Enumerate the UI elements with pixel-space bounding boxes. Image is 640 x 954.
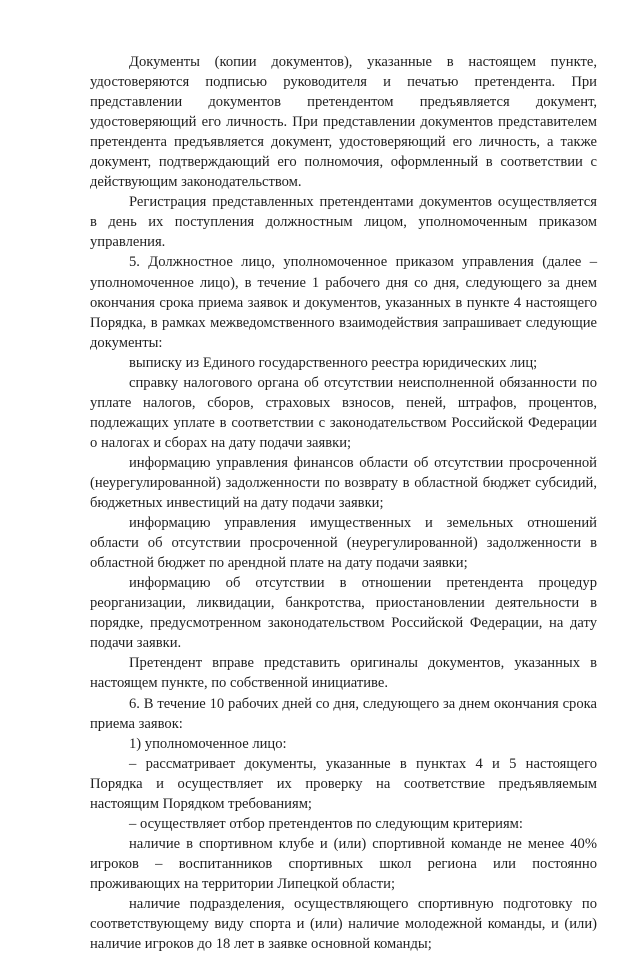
paragraph-selection-criteria: – осуществляет отбор претендентов по следующим критериям: bbox=[129, 815, 523, 832]
paragraph-egrul-extract: выписку из Единого государственного реестра юридических лиц; bbox=[129, 354, 538, 371]
paragraph-authorized-person: 1) уполномоченное лицо: bbox=[129, 735, 287, 752]
paragraph-registration: Регистрация представленных претендентами документов осуществляется в день их поступления должностным лицом, уполномоченным приказом управления. bbox=[90, 194, 597, 251]
paragraph-property-info: информацию управления имущественных и земельных отношений области об отсутствии просроченной (неурегулированной) задолженности в областной бюджет по арендной плате на дату подачи заявки; bbox=[90, 515, 597, 572]
paragraph-clause-5: 5. Должностное лицо, уполномоченное приказом управления (далее – уполномоченное лицо), в течение 1 рабочего дня со дня, следующего за днем окончания срока приема заявок и документов, указанных в пункте 4 настоящего Порядка, в рамках межведомственного взаимодействия запрашивает следующие документы: bbox=[90, 254, 597, 351]
paragraph-criterion-players: наличие в спортивном клубе и (или) спортивной команде не менее 40% игроков – воспитанников спортивных школ региона или постоянно проживающих на территории Липецкой области; bbox=[90, 835, 597, 892]
document-body bbox=[90, 52, 597, 954]
paragraph-criterion-division: наличие подразделения, осуществляющего спортивную подготовку по соответствующему виду спорта и (или) наличие молодежной команды, и (или) наличие игроков до 18 лет в заявке основной команды; bbox=[90, 895, 597, 953]
paragraph-tax-certificate: справку налогового органа об отсутствии неисполненной обязанности по уплате налогов, сборов, страховых взносов, пеней, штрафов, процентов, подлежащих уплате в соответствии с законодательством Российской Федерации о налогах и сборах на дату подачи заявки; bbox=[90, 374, 597, 451]
paragraph-finance-info: информацию управления финансов области об отсутствии просроченной (неурегулированной) задолженности по возврату в областной бюджет субсидий, бюджетных инвестиций на дату подачи заявки; bbox=[90, 454, 597, 512]
paragraph-documents-certification: Документы (копии документов), указанные в настоящем пункте, удостоверяются подписью руководителя и печатью претендента. При представлении документов претендентом предъявляется документ, удостоверяющий его личность. При представлении документов представителем претендента предъявляется документ, удостоверяющий его личность, а также документ, подтверждающий его полномочия, оформленный в соответствии с действующим законодательством. bbox=[90, 54, 597, 191]
paragraph-clause-6: 6. В течение 10 рабочих дней со дня, следующего за днем окончания срока приема заявок: bbox=[90, 695, 597, 732]
paragraph-originals-right: Претендент вправе представить оригиналы документов, указанных в настоящем пункте, по собственной инициативе. bbox=[90, 655, 597, 692]
paragraph-reviews-documents: – рассматривает документы, указанные в пунктах 4 и 5 настоящего Порядка и осуществляет их проверку на соответствие предъявляемым настоящим Порядком требованиям; bbox=[90, 755, 597, 812]
paragraph-bankruptcy-info: информацию об отсутствии в отношении претендента процедур реорганизации, ликвидации, банкротства, приостановлении деятельности в порядке, предусмотренном законодательством Российской Федерации, на дату подачи заявки. bbox=[90, 575, 597, 652]
